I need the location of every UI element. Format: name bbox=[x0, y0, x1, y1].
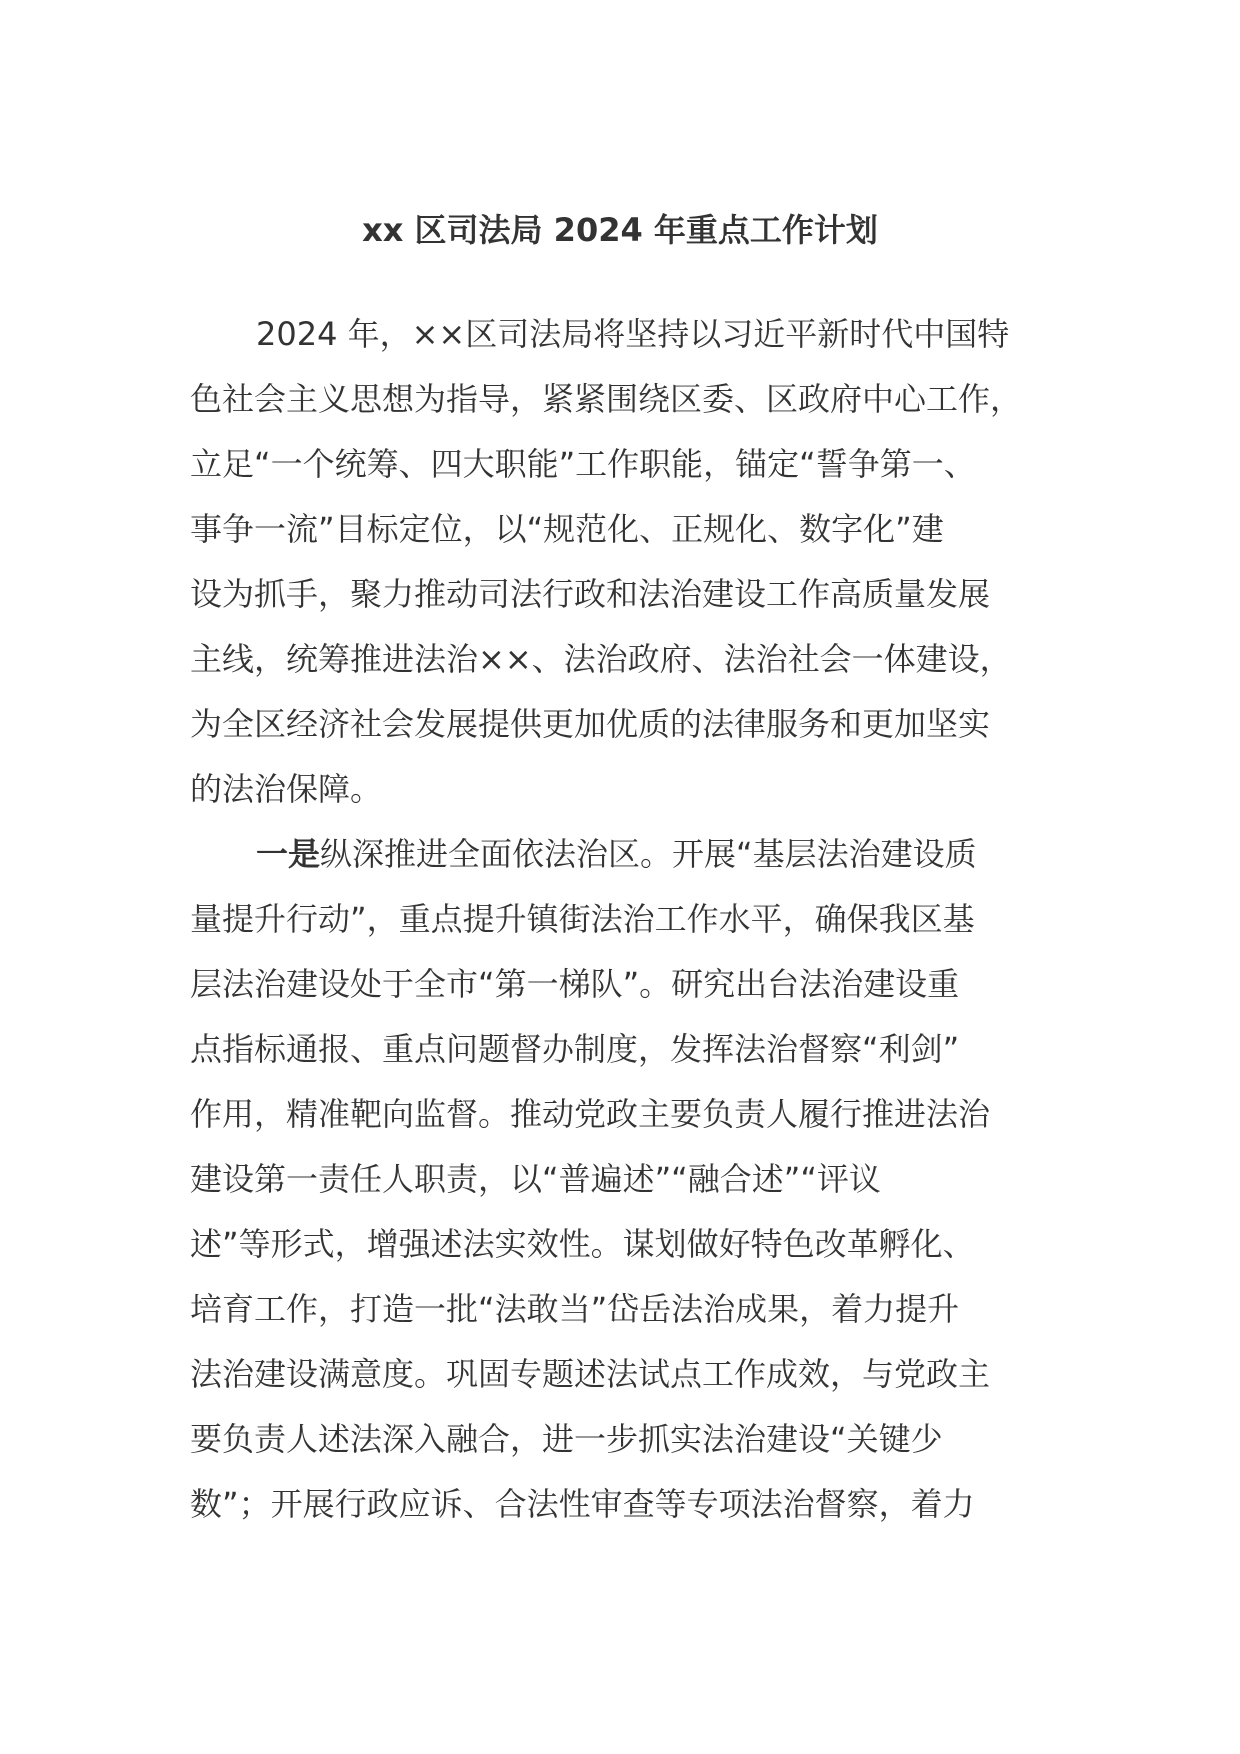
paragraph-line: 数”；开展行政应诉、合法性审查等专项法治督察，着力 bbox=[190, 1485, 975, 1523]
paragraph-intro bbox=[190, 302, 1070, 822]
paragraph-line: 述”等形式，增强述法实效性。谋划做好特色改革孵化、 bbox=[190, 1225, 975, 1263]
paragraph-line: 主线，统筹推进法治××、法治政府、法治社会一体建设， bbox=[190, 640, 1012, 678]
paragraph-line: 层法治建设处于全市“第一梯队”。研究出台法治建设重 bbox=[190, 965, 960, 1003]
point-lead: 一是 bbox=[256, 835, 321, 873]
document-title: xx 区司法局 2024 年重点工作计划 bbox=[362, 211, 878, 249]
paragraph-line: 法治建设满意度。巩固专题述法试点工作成效，与党政主 bbox=[190, 1355, 991, 1393]
paragraph-line: 立足“一个统筹、四大职能”工作职能，锚定“誓争第一、 bbox=[190, 445, 976, 483]
paragraph-line: 作用，精准靶向监督。推动党政主要负责人履行推进法治 bbox=[190, 1095, 991, 1133]
paragraph-line: 点指标通报、重点问题督办制度，发挥法治督察“利剑” bbox=[190, 1030, 960, 1068]
document-body bbox=[190, 302, 1070, 1537]
paragraph-line: 建设第一责任人职责，以“普遍述”“融合述”“评议 bbox=[190, 1160, 881, 1198]
paragraph-line: 培育工作，打造一批“法敢当”岱岳法治成果，着力提升 bbox=[190, 1290, 960, 1328]
paragraph-line: 的法治保障。 bbox=[190, 770, 383, 808]
paragraph-point-one bbox=[190, 822, 1070, 1537]
paragraph-line: 量提升行动”，重点提升镇街法治工作水平，确保我区基 bbox=[190, 900, 975, 938]
paragraph-line: 设为抓手，聚力推动司法行政和法治建设工作高质量发展 bbox=[190, 575, 991, 613]
paragraph-line: 2024 年，××区司法局将坚持以习近平新时代中国特 bbox=[256, 315, 1010, 353]
paragraph-line: 要负责人述法深入融合，进一步抓实法治建设“关键少 bbox=[190, 1420, 943, 1458]
paragraph-line: 色社会主义思想为指导，紧紧围绕区委、区政府中心工作， bbox=[190, 380, 1023, 418]
paragraph-line: 事争一流”目标定位，以“规范化、正规化、数字化”建 bbox=[190, 510, 944, 548]
point-first-text: 纵深推进全面依法治区。开展“基层法治建设质 bbox=[320, 835, 977, 873]
paragraph-first-line bbox=[190, 822, 1070, 887]
paragraph-line: 为全区经济社会发展提供更加优质的法律服务和更加坚实 bbox=[190, 705, 991, 743]
